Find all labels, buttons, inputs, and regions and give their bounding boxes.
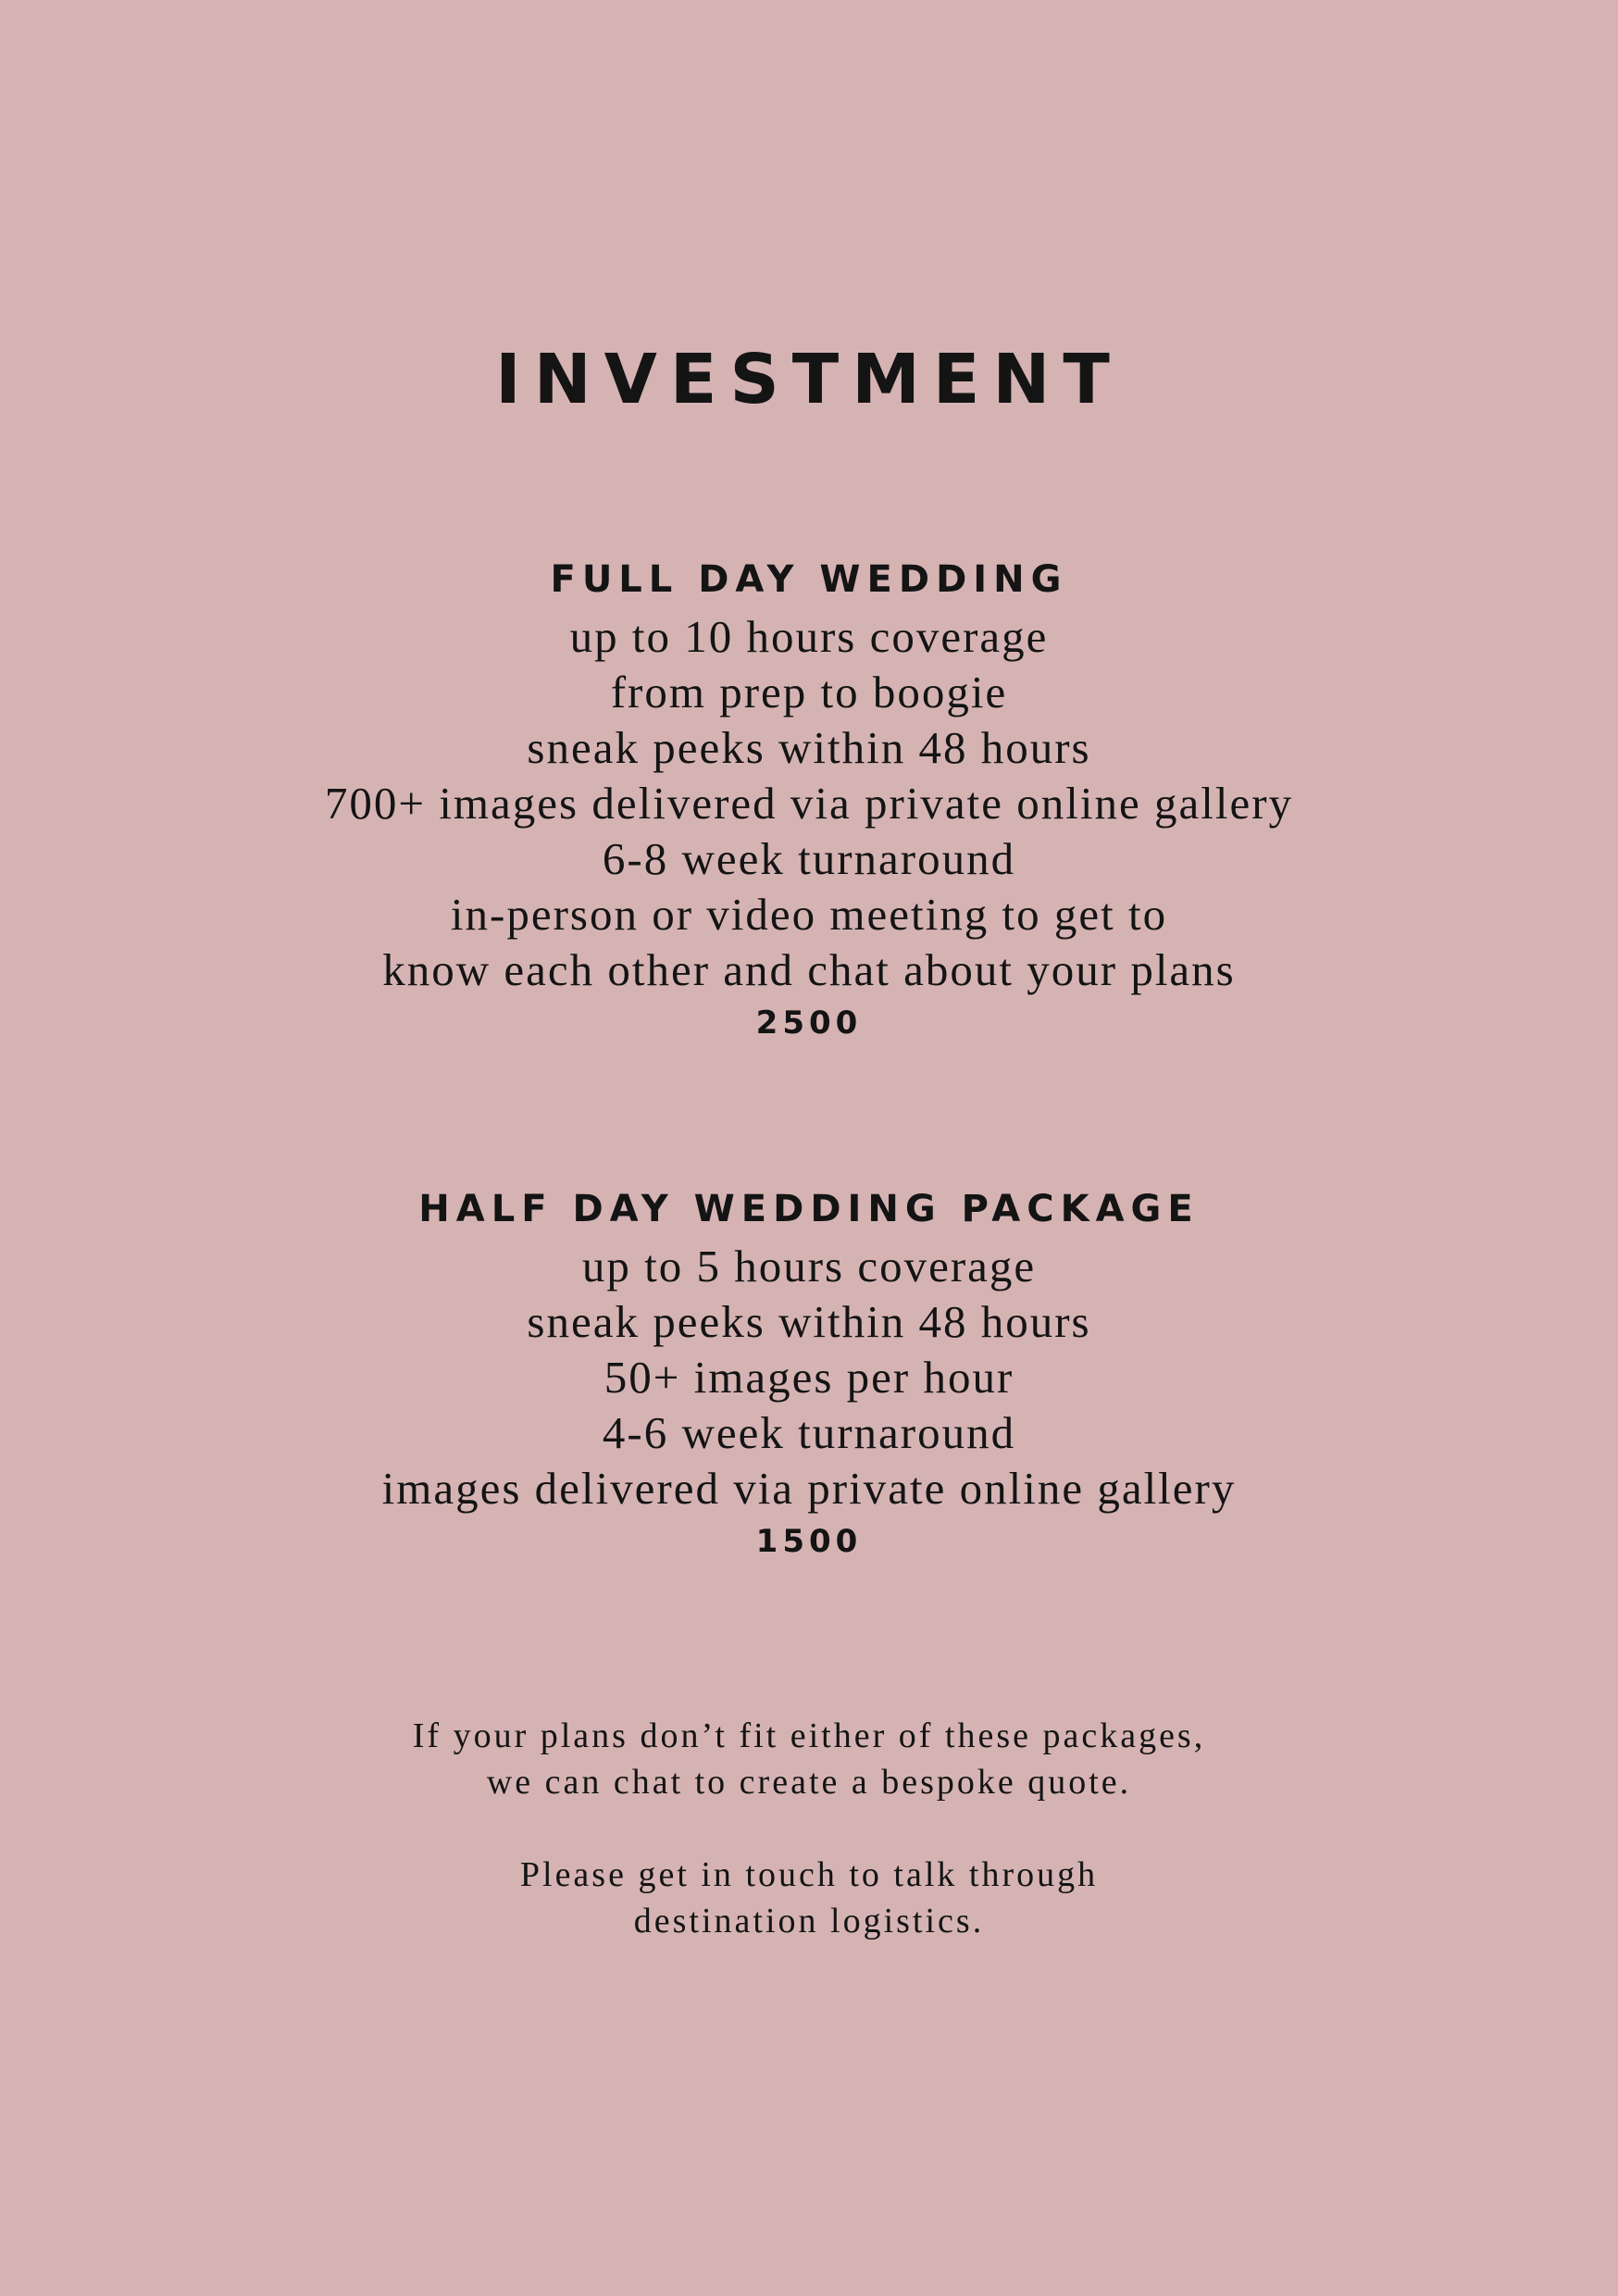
bespoke-quote-note <box>0 1713 1618 1805</box>
package-heading: HALF DAY WEDDING PACKAGE <box>418 1188 1200 1230</box>
feature-item: sneak peeks within 48 hours <box>527 1296 1091 1347</box>
feature-item: 50+ images per hour <box>604 1352 1014 1403</box>
package-full-day <box>0 550 1618 1048</box>
feature-item: 6-8 week turnaround <box>602 833 1016 884</box>
feature-item: in-person or video meeting to get to <box>450 889 1168 940</box>
package-price: 1500 <box>755 1523 863 1560</box>
feature-item: know each other and chat about your plans <box>382 944 1236 995</box>
page-title: INVESTMENT <box>495 340 1123 419</box>
note-line: destination logistics. <box>633 1902 985 1940</box>
note-line: Please get in touch to talk through <box>519 1855 1099 1894</box>
feature-item: up to 10 hours coverage <box>569 611 1049 662</box>
feature-item: from prep to boogie <box>610 667 1008 718</box>
destination-note <box>0 1852 1618 1944</box>
feature-item: 4-6 week turnaround <box>602 1407 1016 1458</box>
package-heading: FULL DAY WEDDING <box>550 558 1068 601</box>
note-line: we can chat to create a bespoke quote. <box>486 1763 1132 1802</box>
package-half-day <box>0 1179 1618 1566</box>
feature-item: images delivered via private online gallery <box>381 1463 1237 1514</box>
feature-item: sneak peeks within 48 hours <box>527 722 1091 773</box>
feature-list <box>0 1239 1618 1516</box>
feature-item: up to 5 hours coverage <box>581 1241 1037 1292</box>
note-line: If your plans don’t fit either of these packages, <box>412 1716 1206 1755</box>
feature-item: 700+ images delivered via private online gallery <box>324 778 1294 829</box>
package-price: 2500 <box>755 1004 863 1042</box>
feature-list <box>0 609 1618 998</box>
